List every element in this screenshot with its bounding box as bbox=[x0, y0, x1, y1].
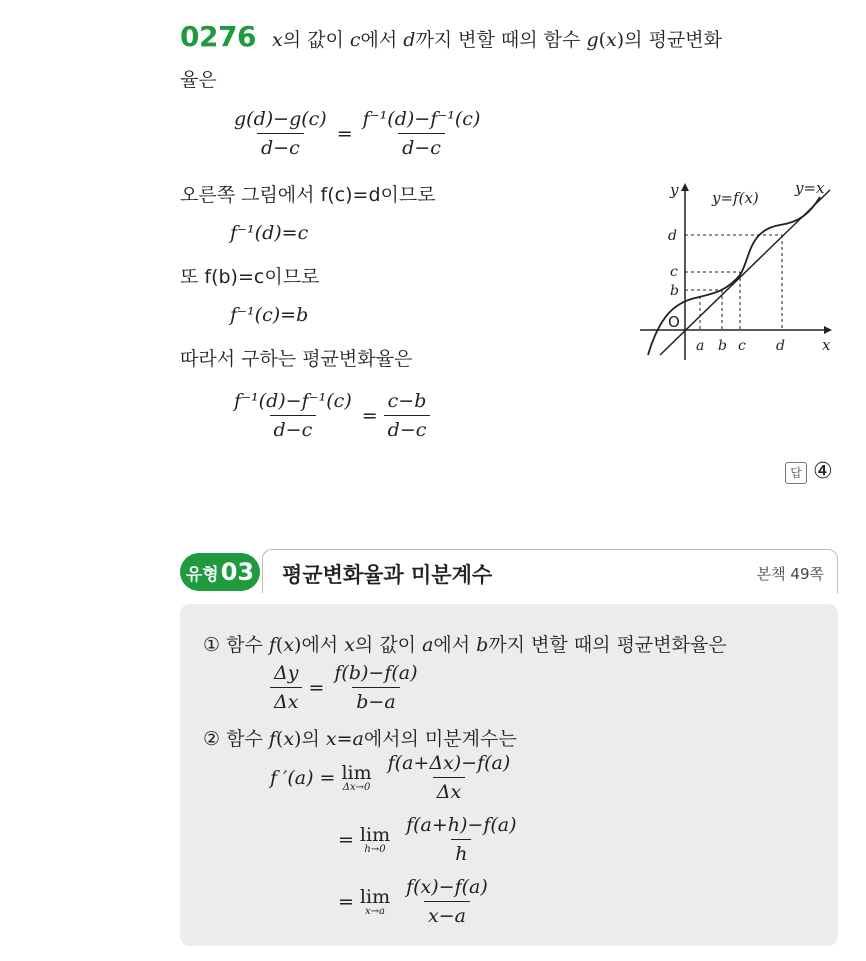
fraction bbox=[402, 876, 492, 927]
numerator: g(d)−g(c) bbox=[234, 108, 327, 130]
line-fc: 오른쪽 그림에서 f(c)=d이므로 bbox=[180, 184, 436, 206]
y-tick-c: c bbox=[670, 264, 678, 280]
derivative-line-2: = lim h→0 $\frac{f(a+h)-f(a)}{h}$ bbox=[338, 814, 521, 865]
denominator: Δx bbox=[270, 687, 302, 713]
equation-3: f⁻¹(c)=b bbox=[230, 304, 309, 326]
fraction bbox=[384, 752, 515, 803]
fraction bbox=[230, 390, 356, 441]
page-reference: 본책 49쪽 bbox=[756, 565, 824, 583]
limit bbox=[360, 886, 390, 917]
denominator: d−c bbox=[270, 415, 317, 441]
summary-item-2 bbox=[203, 724, 517, 751]
lim-subscript: x→a bbox=[365, 906, 385, 917]
type-title: 평균변화율과 미분계수 bbox=[282, 563, 493, 587]
item-2-text: 함수 f(x)의 x=a에서의 미분계수는 bbox=[226, 728, 517, 750]
line-therefore: 따라서 구하는 평균변화율은 bbox=[180, 348, 413, 370]
line-label: y=x bbox=[795, 179, 825, 197]
denominator: h bbox=[451, 839, 471, 865]
x-tick-d: d bbox=[776, 338, 785, 354]
item-1-marker: ① bbox=[203, 634, 221, 656]
denominator: b−a bbox=[352, 687, 399, 713]
x-tick-b: b bbox=[718, 338, 727, 354]
numerator: Δy bbox=[274, 662, 299, 684]
x-axis-arrow bbox=[824, 326, 832, 334]
numerator: f⁻¹(d)−f⁻¹(c) bbox=[362, 108, 481, 130]
denominator: d−c bbox=[398, 133, 445, 159]
type-badge-word: 유형 bbox=[185, 564, 219, 585]
denominator: Δx bbox=[433, 777, 465, 803]
equation-4: $\frac{\text{f⁻¹(d)−f⁻¹(c)}}{d-c}$ = $\frac{c-b}{d-c}$ bbox=[230, 390, 430, 441]
item-2-marker: ② bbox=[203, 728, 221, 750]
origin-label: O bbox=[668, 313, 680, 331]
lim-subscript: h→0 bbox=[364, 844, 386, 855]
denominator: d−c bbox=[384, 415, 431, 441]
type-badge-number: 03 bbox=[220, 558, 255, 586]
numerator: f⁻¹(d)−f⁻¹(c) bbox=[234, 390, 352, 412]
line-fb: 또 f(b)=c이므로 bbox=[180, 266, 320, 288]
y-axis-label: y bbox=[670, 181, 679, 199]
numerator: f(a+Δx)−f(a) bbox=[387, 752, 511, 774]
equation-1: $\frac{g(d)-g(c)}{d-c}$ = $\frac{\text{f⁻¹(d)−f⁻¹(c)}}{d-c}$ bbox=[230, 108, 484, 159]
numerator: f(x)−f(a) bbox=[406, 876, 488, 898]
limit bbox=[341, 762, 371, 793]
answer-choice: ④ bbox=[813, 459, 833, 484]
problem-number: 0276 bbox=[180, 20, 256, 53]
derivative-line-1: f ′(a) = lim Δx→0 $\frac{f(a+\Delta x)-f(a)}{\Delta x}$ bbox=[270, 752, 514, 803]
summary-item-1 bbox=[203, 630, 727, 657]
lim-word: lim bbox=[359, 824, 391, 846]
numerator: f(b)−f(a) bbox=[334, 662, 418, 684]
function-graph bbox=[630, 175, 845, 365]
fraction bbox=[330, 662, 421, 713]
fraction bbox=[359, 108, 485, 159]
fraction bbox=[270, 662, 302, 713]
type-badge bbox=[180, 553, 260, 591]
fraction bbox=[230, 108, 331, 159]
item-1-text: 함수 f(x)에서 x의 값이 a에서 b까지 변할 때의 평균변화율은 bbox=[226, 634, 727, 656]
problem-text-line1: x의 값이 c에서 d까지 변할 때의 함수 g(x)의 평균변화 bbox=[271, 29, 722, 51]
x-tick-a: a bbox=[696, 338, 705, 354]
fraction bbox=[384, 390, 431, 441]
lim-subscript: Δx→0 bbox=[342, 782, 371, 793]
y-axis-arrow bbox=[681, 183, 689, 191]
derivative-line-3: = lim x→a $\frac{f(x)-f(a)}{x-a}$ bbox=[338, 876, 492, 927]
x-axis-label: x bbox=[822, 336, 831, 354]
answer bbox=[785, 459, 833, 484]
equation-2: f⁻¹(d)=c bbox=[230, 222, 309, 244]
limit bbox=[360, 824, 390, 855]
curve-label: y=f(x) bbox=[712, 189, 759, 207]
numerator: f(a+h)−f(a) bbox=[406, 814, 517, 836]
derivative-lhs: f ′(a) bbox=[270, 766, 314, 789]
numerator: c−b bbox=[387, 390, 427, 412]
denominator: d−c bbox=[257, 133, 304, 159]
x-tick-c: c bbox=[738, 338, 746, 354]
answer-icon: 답 bbox=[785, 462, 807, 484]
y-tick-d: d bbox=[668, 228, 677, 244]
y-tick-b: b bbox=[670, 283, 679, 299]
lim-word: lim bbox=[341, 762, 372, 784]
summary-equation-1: $\frac{\Delta y}{\Delta x}$ = $\frac{f(b)-f(a)}{b-a}$ bbox=[270, 662, 422, 713]
problem-statement bbox=[180, 20, 722, 53]
lim-word: lim bbox=[359, 886, 391, 908]
denominator: x−a bbox=[424, 901, 470, 927]
fraction bbox=[402, 814, 520, 865]
problem-text-line2: 율은 bbox=[180, 69, 217, 91]
